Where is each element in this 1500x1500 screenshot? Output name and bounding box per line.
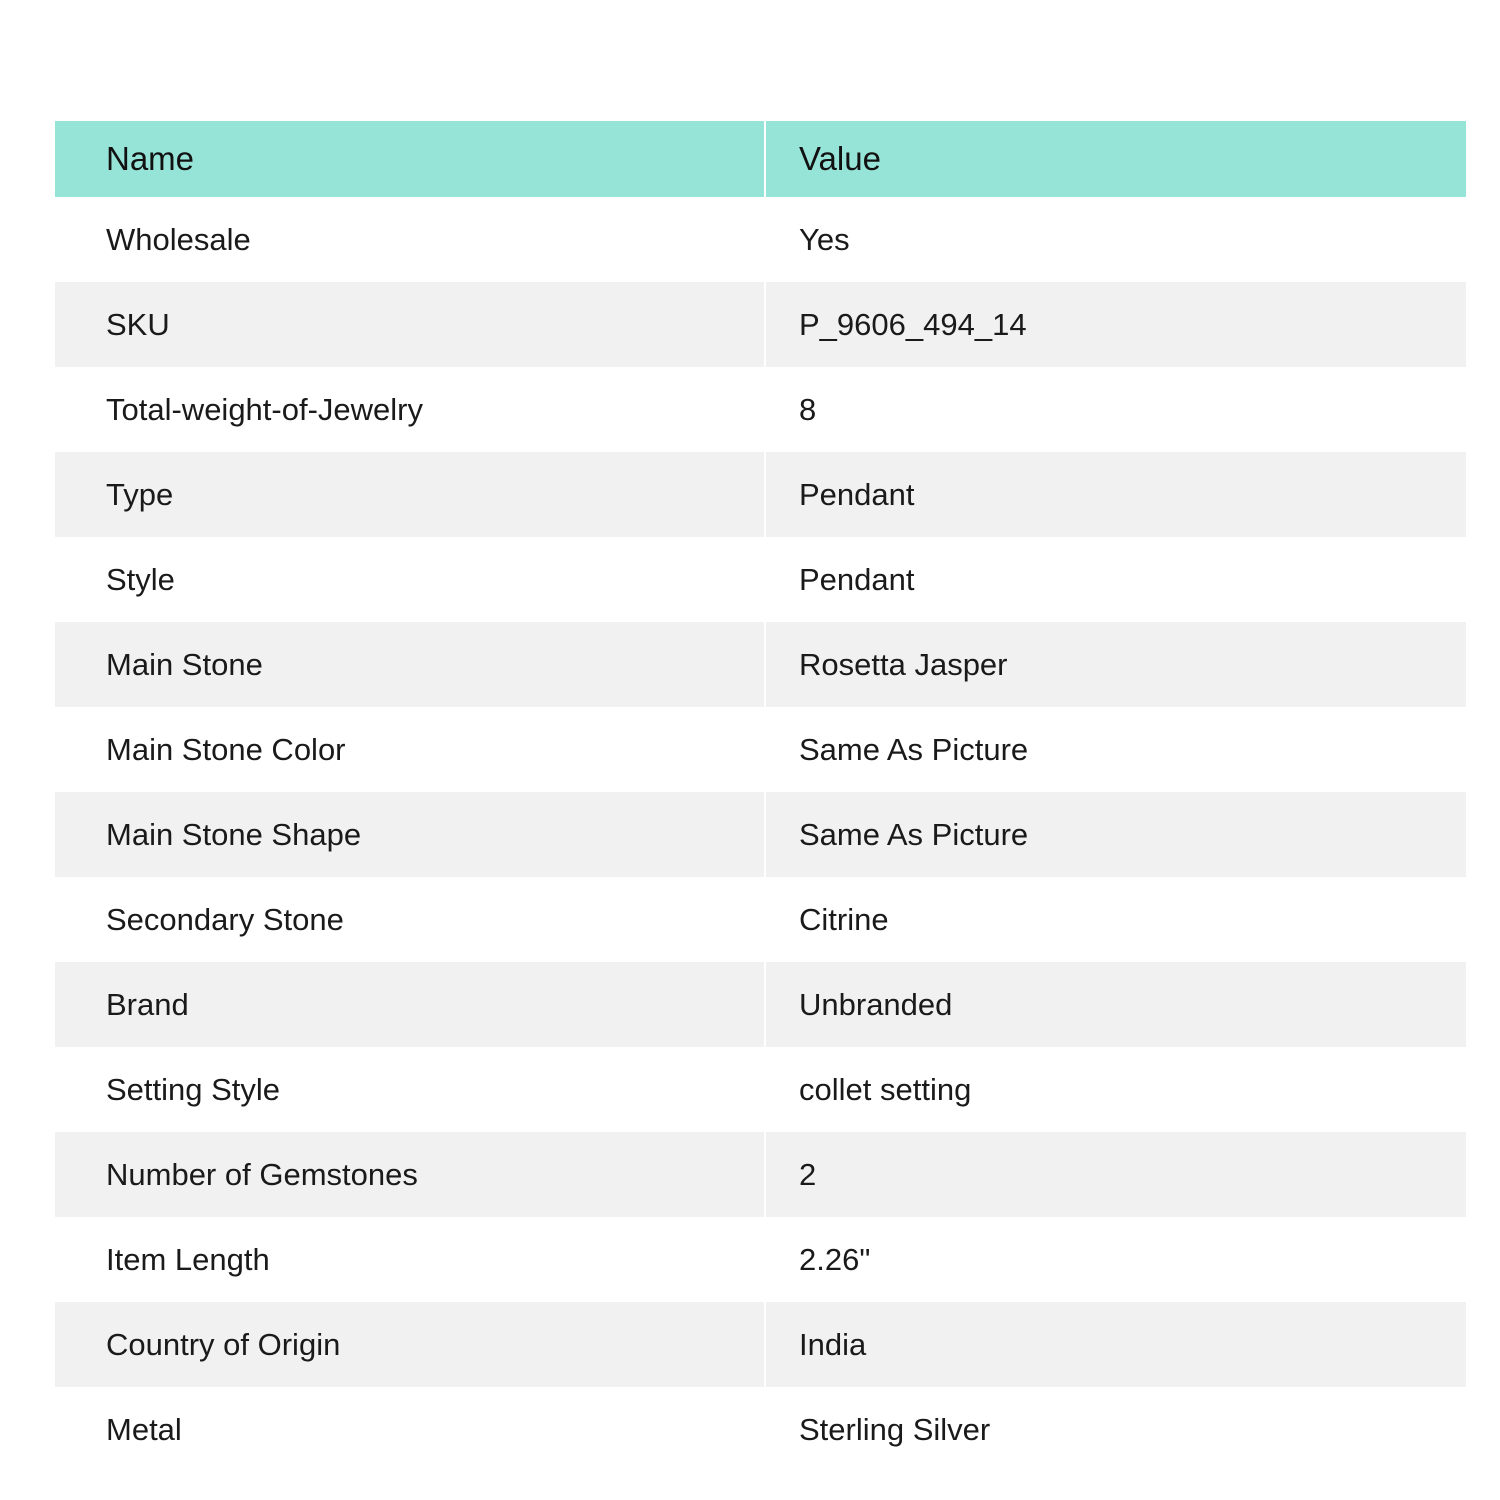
attribute-name: Setting Style	[55, 1047, 766, 1132]
attribute-name: Number of Gemstones	[55, 1132, 766, 1217]
table-row	[55, 197, 1466, 282]
table-row	[55, 1302, 1466, 1387]
table-row	[55, 1047, 1466, 1132]
specifications-table	[55, 121, 1466, 1472]
attribute-value: Pendant	[766, 452, 1466, 537]
header-row	[55, 121, 1466, 197]
attribute-value: Rosetta Jasper	[766, 622, 1466, 707]
attribute-value: 8	[766, 367, 1466, 452]
column-header-value: Value	[766, 121, 1466, 197]
attribute-value: India	[766, 1302, 1466, 1387]
column-header-name: Name	[55, 121, 766, 197]
attribute-value: 2	[766, 1132, 1466, 1217]
attribute-value: P_9606_494_14	[766, 282, 1466, 367]
attribute-name: Style	[55, 537, 766, 622]
attribute-value: collet setting	[766, 1047, 1466, 1132]
table-row	[55, 622, 1466, 707]
table-row	[55, 877, 1466, 962]
attribute-value: Citrine	[766, 877, 1466, 962]
table-row	[55, 1217, 1466, 1302]
table-row	[55, 1132, 1466, 1217]
attribute-name: Secondary Stone	[55, 877, 766, 962]
table-row	[55, 282, 1466, 367]
attribute-name: Brand	[55, 962, 766, 1047]
attribute-value: Pendant	[766, 537, 1466, 622]
attribute-name: Main Stone	[55, 622, 766, 707]
attribute-value: Same As Picture	[766, 707, 1466, 792]
attribute-value: Yes	[766, 197, 1466, 282]
attribute-name: Type	[55, 452, 766, 537]
attribute-name: Country of Origin	[55, 1302, 766, 1387]
table-body	[55, 197, 1466, 1472]
table-row	[55, 452, 1466, 537]
attribute-name: Wholesale	[55, 197, 766, 282]
attribute-name: Main Stone Shape	[55, 792, 766, 877]
attribute-name: Metal	[55, 1387, 766, 1472]
attribute-name: Total-weight-of-Jewelry	[55, 367, 766, 452]
table-row	[55, 367, 1466, 452]
attribute-name: Main Stone Color	[55, 707, 766, 792]
table-row	[55, 962, 1466, 1047]
table-row	[55, 537, 1466, 622]
attribute-value: Same As Picture	[766, 792, 1466, 877]
attribute-value: Unbranded	[766, 962, 1466, 1047]
table-header	[55, 121, 1466, 197]
table-row	[55, 792, 1466, 877]
table-row	[55, 1387, 1466, 1472]
table-row	[55, 707, 1466, 792]
attribute-value: 2.26"	[766, 1217, 1466, 1302]
attribute-value: Sterling Silver	[766, 1387, 1466, 1472]
attribute-name: SKU	[55, 282, 766, 367]
attribute-name: Item Length	[55, 1217, 766, 1302]
